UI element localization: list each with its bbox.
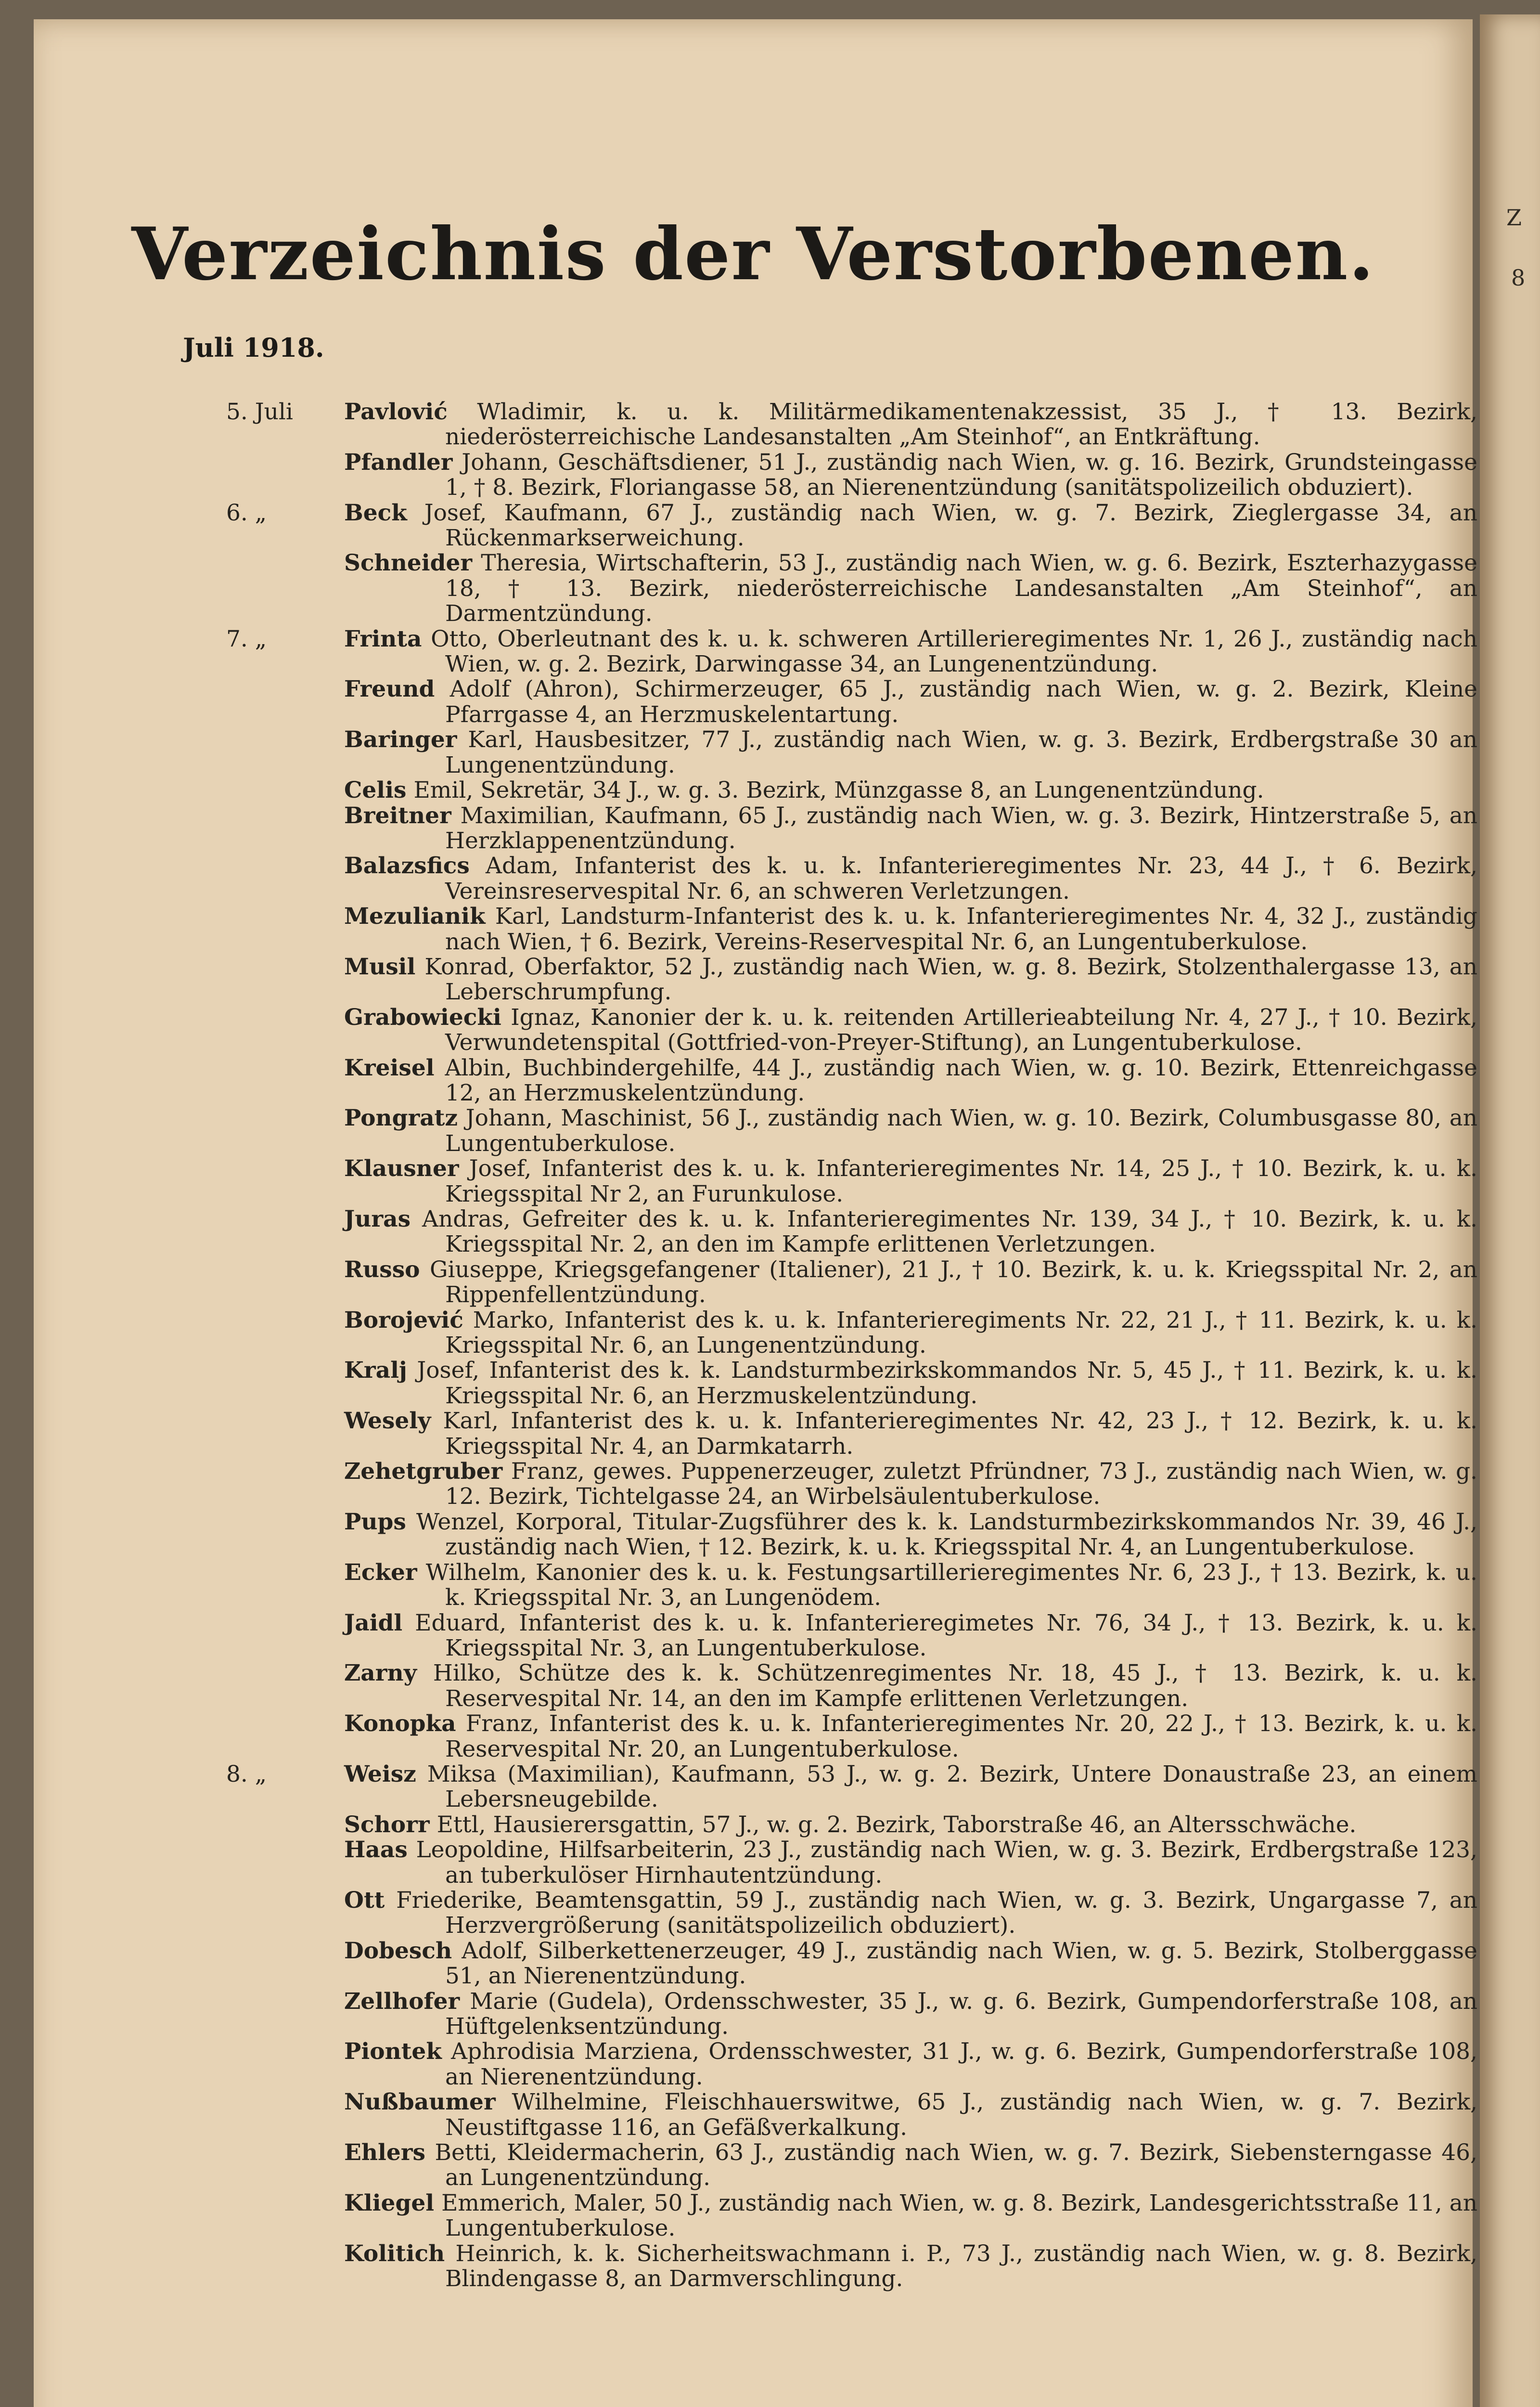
deceased-surname: Breitner	[344, 802, 451, 829]
entry-description: Emil, Sekretär, 34 J., w. g. 3. Bezirk, Münzgasse 8, an Lungenentzündung.	[413, 777, 1264, 804]
entry-description: Franz, Infanterist des k. u. k. Infanterieregimentes Nr. 20, 22 J., † 13. Bezirk, k. u. k. Reservespital Nr. 20, an Lungentuberkulose.	[445, 1710, 1477, 1762]
entry-body	[344, 501, 1477, 551]
deceased-surname: Celis	[344, 777, 407, 804]
register-entry	[178, 1762, 1477, 1812]
deceased-surname: Kreisel	[344, 1054, 435, 1081]
register-entry	[178, 1358, 1477, 1409]
entry-description: Wenzel, Korporal, Titular-Zugsführer des k. k. Landsturmbezirkskommandos Nr. 39, 46 J., zuständig nach Wien, † 12. Bezirk, k. u. k. Kriegsspital Nr. 4, an Lungentuberkulose.	[416, 1508, 1477, 1561]
deceased-surname: Klausner	[344, 1155, 459, 1182]
entry-body	[344, 1711, 1477, 1762]
entry-body	[344, 1939, 1477, 1989]
entry-body	[344, 904, 1477, 955]
entry-body	[344, 2090, 1477, 2140]
register-entry	[178, 1207, 1477, 1257]
deceased-surname: Pavlović	[344, 399, 448, 425]
register-entry	[178, 2090, 1477, 2140]
deceased-surname: Pfandler	[344, 449, 453, 476]
deceased-surname: Ehlers	[344, 2139, 425, 2166]
entry-body	[344, 1005, 1477, 1056]
deceased-surname: Musil	[344, 953, 416, 980]
entry-body	[344, 1409, 1477, 1459]
entry-description: Betti, Kleidermacherin, 63 J., zuständig nach Wien, w. g. 7. Bezirk, Siebensterngasse 46, an Lungenentzündung.	[435, 2139, 1477, 2191]
deceased-surname: Piontek	[344, 2038, 442, 2065]
deceased-surname: Mezulianik	[344, 903, 486, 930]
deceased-surname: Borojević	[344, 1307, 463, 1333]
entry-body	[344, 2191, 1477, 2241]
entry-body	[344, 677, 1477, 727]
entry-description: Emmerich, Maler, 50 J., zuständig nach Wien, w. g. 8. Bezirk, Landesgerichtsstraße 11, an Lungentuberkulose.	[441, 2189, 1477, 2242]
entry-description: Karl, Hausbesitzer, 77 J., zuständig nach Wien, w. g. 3. Bezirk, Erdbergstraße 30 an Lungenentzündung.	[445, 726, 1477, 778]
entry-description: Albin, Buchbindergehilfe, 44 J., zuständig nach Wien, w. g. 10. Bezirk, Ettenreichgasse 12, an Herzmuskelentzündung.	[445, 1054, 1477, 1106]
section-heading: Juli 1918.	[183, 332, 324, 363]
entry-description: Wilhelm, Kanonier des k. u. k. Festungsartillerieregimentes Nr. 6, 23 J., † 13. Bezirk, k. u. k. Kriegsspital Nr. 3, an Lungenödem.	[425, 1559, 1477, 1611]
deceased-surname: Pups	[344, 1508, 406, 1535]
deceased-surname: Ecker	[344, 1559, 417, 1586]
entry-description: Leopoldine, Hilfsarbeiterin, 23 J., zuständig nach Wien, w. g. 3. Bezirk, Erdbergstraße 123, an tuberkulöser Hirnhautentzündung.	[416, 1837, 1477, 1889]
register-entry	[178, 727, 1477, 778]
entry-description: Josef, Kaufmann, 67 J., zuständig nach Wien, w. g. 7. Bezirk, Zieglergasse 34, an Rückenmarkserweichung.	[424, 499, 1478, 552]
entry-body	[344, 551, 1477, 626]
register-entry	[178, 1560, 1477, 1611]
entry-description: Karl, Infanterist des k. u. k. Infanterieregimentes Nr. 42, 23 J., † 12. Bezirk, k. u. k. Kriegsspital Nr. 4, an Darmkatarrh.	[443, 1408, 1477, 1460]
entry-body	[344, 1056, 1477, 1106]
entry-body	[344, 727, 1477, 778]
entry-description: Johann, Geschäftsdiener, 51 J., zuständig nach Wien, w. g. 16. Bezirk, Grundsteingasse 1, † 8. Bezirk, Floriangasse 58, an Nierenentzündung (sanitätspolizeilich obduziert).	[445, 449, 1477, 501]
entry-description: Eduard, Infanterist des k. u. k. Infanterieregimetes Nr. 76, 34 J., † 13. Bezirk, k. u. k. Kriegsspital Nr. 3, an Lungentuberkulose.	[415, 1609, 1477, 1661]
entry-description: Otto, Oberleutnant des k. u. k. schweren Artillerieregimentes Nr. 1, 26 J., zuständig nach Wien, w. g. 2. Bezirk, Darwingasse 34, an Lungenentzündung.	[431, 625, 1477, 678]
entry-description: Karl, Landsturm-Infanterist des k. u. k. Infanterieregimentes Nr. 4, 32 J., zuständig nach Wien, † 6. Bezirk, Vereins-Reservespital Nr. 6, an Lungentuberkulose.	[445, 903, 1477, 955]
deceased-surname: Baringer	[344, 726, 457, 753]
death-register-list	[178, 400, 1477, 2291]
deceased-surname: Kliegel	[344, 2189, 435, 2216]
entry-description: Adam, Infanterist des k. u. k. Infanterieregimentes Nr. 23, 44 J., † 6. Bezirk, Vereinsreservespital Nr. 6, an schweren Verletzungen.	[445, 853, 1477, 905]
facing-page-edge	[1480, 14, 1540, 2407]
entry-description: Konrad, Oberfaktor, 52 J., zuständig nach Wien, w. g. 8. Bezirk, Stolzenthalergasse 13, an Leberschrumpfung.	[424, 953, 1477, 1006]
register-entry	[178, 1812, 1477, 1838]
deceased-surname: Weisz	[344, 1760, 416, 1787]
deceased-surname: Ott	[344, 1887, 385, 1914]
register-entry	[178, 1888, 1477, 1939]
deceased-surname: Wesely	[344, 1408, 431, 1435]
register-entry	[178, 2039, 1477, 2090]
entry-description: Franz, gewes. Puppenerzeuger, zuletzt Pfründner, 73 J., zuständig nach Wien, w. g. 12. Bezirk, Tichtelgasse 24, an Wirbelsäulentuberkulose.	[445, 1458, 1477, 1510]
entry-description: Wilhelmine, Fleischhauerswitwe, 65 J., zuständig nach Wien, w. g. 7. Bezirk, Neustiftgasse 116, an Gefäßverkalkung.	[445, 2089, 1477, 2141]
register-entry	[178, 501, 1477, 551]
facing-page-fragment: Z	[1506, 205, 1522, 231]
register-entry	[178, 1661, 1477, 1711]
deceased-surname: Konopka	[344, 1710, 456, 1737]
entry-body	[344, 1888, 1477, 1939]
register-entry	[178, 677, 1477, 727]
deceased-surname: Kolitich	[344, 2240, 445, 2267]
facing-page-fragment: 8	[1511, 265, 1526, 291]
entry-description: Josef, Infanterist des k. k. Landsturmbezirkskommandos Nr. 5, 45 J., † 11. Bezirk, k. u. k. Kriegsspital Nr. 6, an Herzmuskelentzündung.	[417, 1357, 1477, 1409]
entry-description: Maximilian, Kaufmann, 65 J., zuständig nach Wien, w. g. 3. Bezirk, Hintzerstraße 5, an Herzklappenentzündung.	[445, 802, 1477, 854]
entry-description: Ignaz, Kanonier der k. u. k. reitenden Artillerieabteilung Nr. 4, 27 J., † 10. Bezirk, Verwundetenspital (Gottfried-von-Preyer-Stiftung), an Lungentuberkulose.	[445, 1004, 1477, 1056]
entry-date: 5. Juli	[226, 399, 293, 425]
entry-body	[344, 1358, 1477, 1409]
register-entry	[178, 450, 1477, 501]
deceased-surname: Beck	[344, 499, 407, 526]
entry-description: Marie (Gudela), Ordensschwester, 35 J., w. g. 6. Bezirk, Gumpendorferstraße 108, an Hüftgelenksentzündung.	[445, 1988, 1477, 2040]
register-entry	[178, 2191, 1477, 2241]
entry-description: Friederike, Beamtensgattin, 59 J., zuständig nach Wien, w. g. 3. Bezirk, Ungargasse 7, an Herzvergrößerung (sanitätspolizeilich obduziert).	[396, 1887, 1477, 1939]
register-entry	[178, 854, 1477, 904]
entry-body	[344, 1207, 1477, 1257]
deceased-surname: Juras	[344, 1206, 411, 1232]
entry-body	[344, 803, 1477, 854]
deceased-surname: Grabowiecki	[344, 1004, 501, 1031]
register-entry	[178, 1459, 1477, 1510]
entry-body	[344, 1611, 1477, 1661]
entry-date: 7. „	[226, 625, 267, 652]
register-entry	[178, 1939, 1477, 1989]
deceased-surname: Kralj	[344, 1357, 407, 1384]
entry-body	[344, 1156, 1477, 1207]
entry-body	[344, 2241, 1477, 2292]
entry-body	[344, 1661, 1477, 1711]
entry-body	[344, 1106, 1477, 1156]
deceased-surname: Schneider	[344, 550, 473, 577]
page-content	[34, 19, 1478, 2407]
document-page	[34, 19, 1478, 2407]
register-entry	[178, 1611, 1477, 1661]
register-entry	[178, 1005, 1477, 1056]
entry-body	[344, 955, 1477, 1005]
register-entry	[178, 1711, 1477, 1762]
entry-description: Giuseppe, Kriegsgefangener (Italiener), 21 J., † 10. Bezirk, k. u. k. Kriegsspital Nr. 2, an Rippenfellentzündung.	[429, 1256, 1477, 1308]
deceased-surname: Dobesch	[344, 1937, 452, 1964]
deceased-surname: Russo	[344, 1256, 420, 1283]
entry-body	[344, 1510, 1477, 1560]
register-entry	[178, 1510, 1477, 1560]
entry-body	[344, 1560, 1477, 1611]
register-entry	[178, 778, 1477, 803]
register-entry	[178, 1989, 1477, 2040]
entry-body	[344, 450, 1477, 501]
deceased-surname: Balazsfics	[344, 853, 470, 880]
entry-body	[344, 1308, 1477, 1359]
register-entry	[178, 400, 1477, 450]
register-entry	[178, 627, 1477, 677]
entry-description: Hilko, Schütze des k. k. Schützenregimentes Nr. 18, 45 J., † 13. Bezirk, k. u. k. Reservespital Nr. 14, an den im Kampfe erlittenen Verletzungen.	[433, 1660, 1477, 1712]
register-entry	[178, 1106, 1477, 1156]
entry-body	[344, 1812, 1477, 1838]
entry-description: Andras, Gefreiter des k. u. k. Infanterieregimentes Nr. 139, 34 J., † 10. Bezirk, k. u. k. Kriegsspital Nr. 2, an den im Kampfe erlittenen Verletzungen.	[422, 1206, 1478, 1258]
entry-body	[344, 400, 1477, 450]
entry-description: Adolf, Silberkettenerzeuger, 49 J., zuständig nach Wien, w. g. 5. Bezirk, Stolberggasse 51, an Nierenentzündung.	[445, 1937, 1477, 1990]
register-entry	[178, 2241, 1477, 2292]
entry-description: Miksa (Maximilian), Kaufmann, 53 J., w. g. 2. Bezirk, Untere Donaustraße 23, an einem Lebersneugebilde.	[427, 1760, 1477, 1813]
entry-body	[344, 1762, 1477, 1812]
register-entry	[178, 904, 1477, 955]
register-entry	[178, 1409, 1477, 1459]
entry-body	[344, 627, 1477, 677]
deceased-surname: Frinta	[344, 625, 422, 652]
entry-body	[344, 2039, 1477, 2090]
page-title: Verzeichnis der Verstorbenen.	[131, 212, 1375, 297]
entry-description: Adolf (Ahron), Schirmerzeuger, 65 J., zuständig nach Wien, w. g. 2. Bezirk, Kleine Pfarrgasse 4, an Herzmuskelentartung.	[445, 676, 1477, 728]
register-entry	[178, 955, 1477, 1005]
deceased-surname: Zellhofer	[344, 1988, 460, 2015]
entry-body	[344, 1459, 1477, 1510]
entry-description: Theresia, Wirtschafterin, 53 J., zuständig nach Wien, w. g. 6. Bezirk, Eszterhazygasse 18, † 13. Bezirk, niederösterreichische Landesanstalten „Am Steinhof“, an Darmentzündung.	[445, 550, 1477, 627]
deceased-surname: Nußbaumer	[344, 2089, 496, 2116]
entry-description: Marko, Infanterist des k. u. k. Infanterieregiments Nr. 22, 21 J., † 11. Bezirk, k. u. k. Kriegsspital Nr. 6, an Lungenentzündung.	[445, 1307, 1477, 1359]
entry-description: Johann, Maschinist, 56 J., zuständig nach Wien, w. g. 10. Bezirk, Columbusgasse 80, an Lungentuberkulose.	[445, 1105, 1477, 1157]
deceased-surname: Jaidl	[344, 1609, 403, 1636]
entry-date: 8. „	[226, 1760, 267, 1787]
register-entry	[178, 551, 1477, 626]
entry-description: Ettl, Hausierersgattin, 57 J., w. g. 2. Bezirk, Taborstraße 46, an Altersschwäche.	[436, 1811, 1357, 1838]
entry-description: Aphrodisia Marziena, Ordensschwester, 31 J., w. g. 6. Bezirk, Gumpendorferstraße 108, an Nierenentzündung.	[445, 2038, 1477, 2090]
entry-body	[344, 1257, 1477, 1308]
deceased-surname: Zarny	[344, 1660, 417, 1687]
entry-date: 6. „	[226, 499, 267, 526]
entry-body	[344, 2140, 1477, 2191]
register-entry	[178, 803, 1477, 854]
register-entry	[178, 1156, 1477, 1207]
deceased-surname: Schorr	[344, 1811, 430, 1838]
entry-body	[344, 1989, 1477, 2040]
entry-description: Heinrich, k. k. Sicherheitswachmann i. P., 73 J., zuständig nach Wien, w. g. 8. Bezirk, Blindengasse 8, an Darmverschlingung.	[445, 2240, 1477, 2292]
register-entry	[178, 1838, 1477, 1888]
entry-body	[344, 778, 1477, 803]
register-entry	[178, 2140, 1477, 2191]
register-entry	[178, 1308, 1477, 1359]
entry-body	[344, 1838, 1477, 1888]
entry-description: Wladimir, k. u. k. Militärmedikamentenakzessist, 35 J., † 13. Bezirk, niederösterreichische Landesanstalten „Am Steinhof“, an Entkräftung.	[445, 399, 1477, 451]
deceased-surname: Freund	[344, 676, 435, 703]
deceased-surname: Zehetgruber	[344, 1458, 503, 1485]
register-entry	[178, 1056, 1477, 1106]
register-entry	[178, 1257, 1477, 1308]
deceased-surname: Haas	[344, 1837, 408, 1863]
deceased-surname: Pongratz	[344, 1105, 458, 1132]
entry-description: Josef, Infanterist des k. u. k. Infanterieregimentes Nr. 14, 25 J., † 10. Bezirk, k. u. k. Kriegsspital Nr 2, an Furunkulose.	[445, 1155, 1477, 1207]
entry-body	[344, 854, 1477, 904]
